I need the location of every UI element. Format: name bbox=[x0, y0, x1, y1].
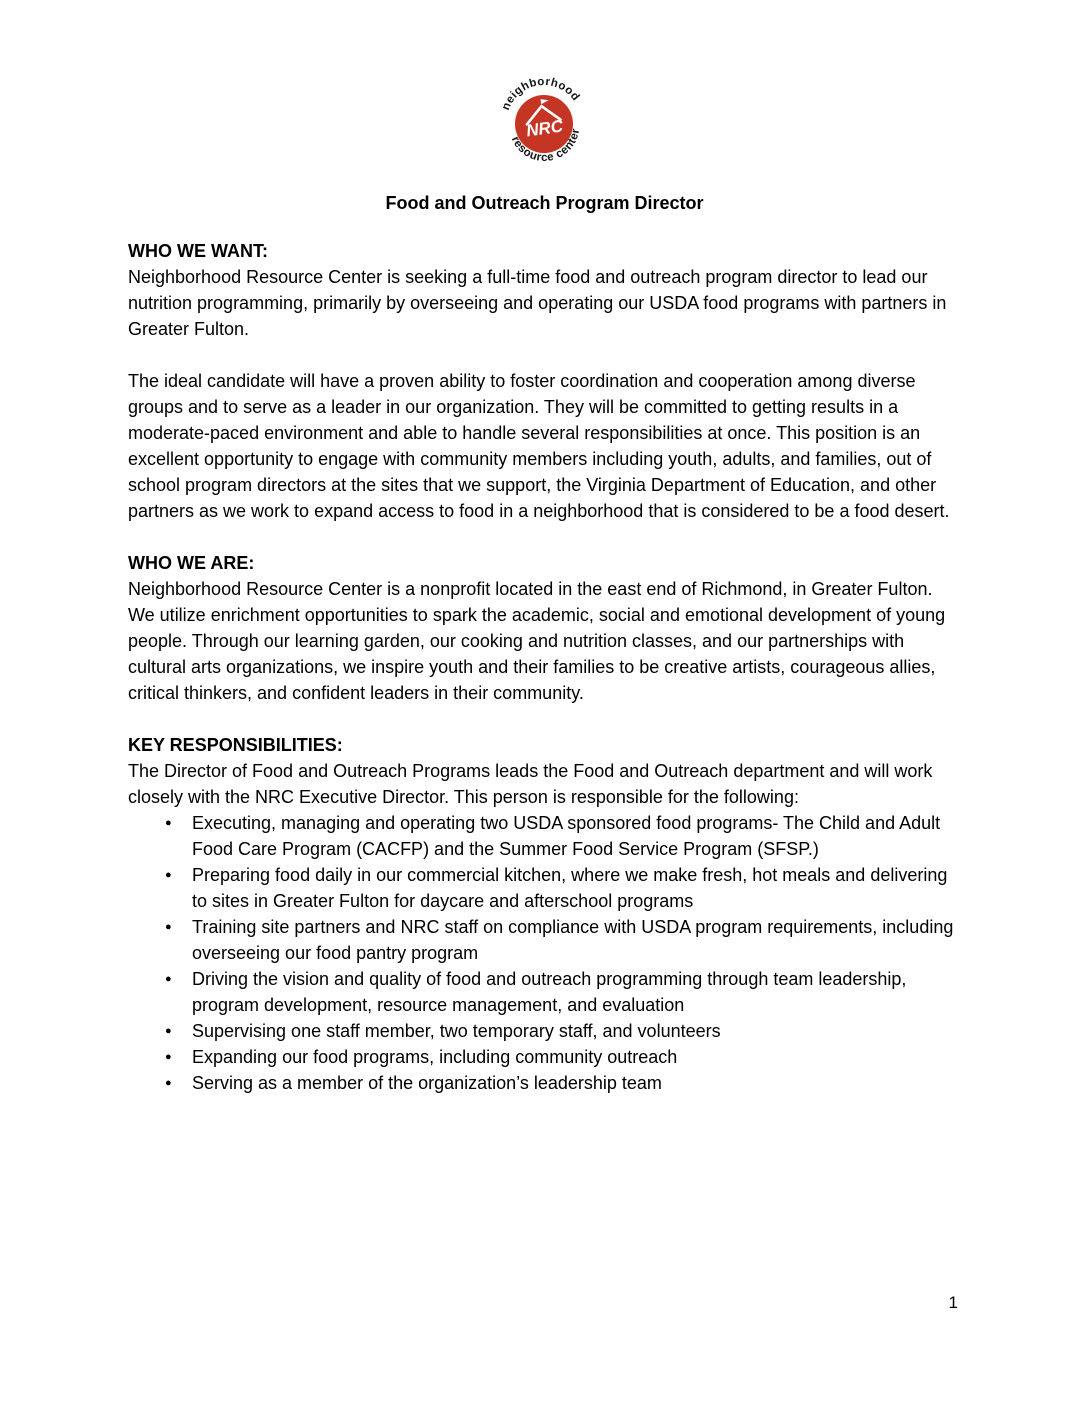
list-item: ● Driving the vision and quality of food and outreach programming through team leadership, program development, resource management, and evaluation bbox=[128, 966, 961, 1018]
logo-arc-bottom-text: resource center bbox=[508, 127, 583, 165]
page-number: 1 bbox=[948, 1293, 958, 1312]
list-item: ● Serving as a member of the organization’s leadership team bbox=[128, 1070, 961, 1096]
list-item: ● Preparing food daily in our commercial kitchen, where we make fresh, hot meals and delivering to sites in Greater Fulton for daycare and afterschool programs bbox=[128, 862, 961, 914]
paragraph: Neighborhood Resource Center is seeking a full-time food and outreach program director to lead our nutrition programming, primarily by overseeing and operating our USDA food programs with partners in Greater Fulton. bbox=[128, 267, 947, 339]
section-heading: WHO WE ARE: bbox=[128, 553, 255, 573]
document-body bbox=[128, 190, 961, 1096]
nrc-logo-image bbox=[483, 68, 605, 170]
nrc-logo bbox=[0, 68, 1088, 175]
list-item: ● Expanding our food programs, including community outreach bbox=[128, 1044, 961, 1070]
section-heading: KEY RESPONSIBILITIES: bbox=[128, 735, 343, 755]
paragraph: The Director of Food and Outreach Programs leads the Food and Outreach department and will work closely with the NRC Executive Director. This person is responsible for the following: bbox=[128, 761, 933, 807]
paragraph: The ideal candidate will have a proven ability to foster coordination and cooperation among diverse groups and to serve as a leader in our organization. They will be committed to getting results in a moderate-paced environment and able to handle several responsibilities at once. This position is an excellent opportunity to engage with community members including youth, adults, and families, out of school program directors at the sites that we support, the Virginia Department of Education, and other partners as we work to expand access to food in a neighborhood that is considered to be a food desert. bbox=[128, 371, 950, 521]
logo-nrc-text: NRC bbox=[525, 116, 565, 141]
section-who-we-want bbox=[128, 238, 961, 524]
section-who-we-are bbox=[128, 550, 961, 706]
bullet-list bbox=[128, 810, 961, 1096]
list-item: ● Executing, managing and operating two USDA sponsored food programs- The Child and Adult Food Care Program (CACFP) and the Summer Food Service Program (SFSP.) bbox=[128, 810, 961, 862]
list-item: ● Training site partners and NRC staff on compliance with USDA program requirements, including overseeing our food pantry program bbox=[128, 914, 961, 966]
list-item: ● Supervising one staff member, two temporary staff, and volunteers bbox=[128, 1018, 961, 1044]
document-title: Food and Outreach Program Director bbox=[385, 193, 704, 213]
section-heading: WHO WE WANT: bbox=[128, 241, 268, 261]
logo-arc-top-text: neighborhood bbox=[499, 75, 582, 113]
section-key-responsibilities bbox=[128, 732, 961, 1096]
paragraph: Neighborhood Resource Center is a nonprofit located in the east end of Richmond, in Greater Fulton. We utilize enrichment opportunities to spark the academic, social and emotional development of young people. Through our learning garden, our cooking and nutrition classes, and our partnerships with cultural arts organizations, we inspire youth and their families to be creative artists, courageous allies, critical thinkers, and confident leaders in their community. bbox=[128, 579, 946, 703]
